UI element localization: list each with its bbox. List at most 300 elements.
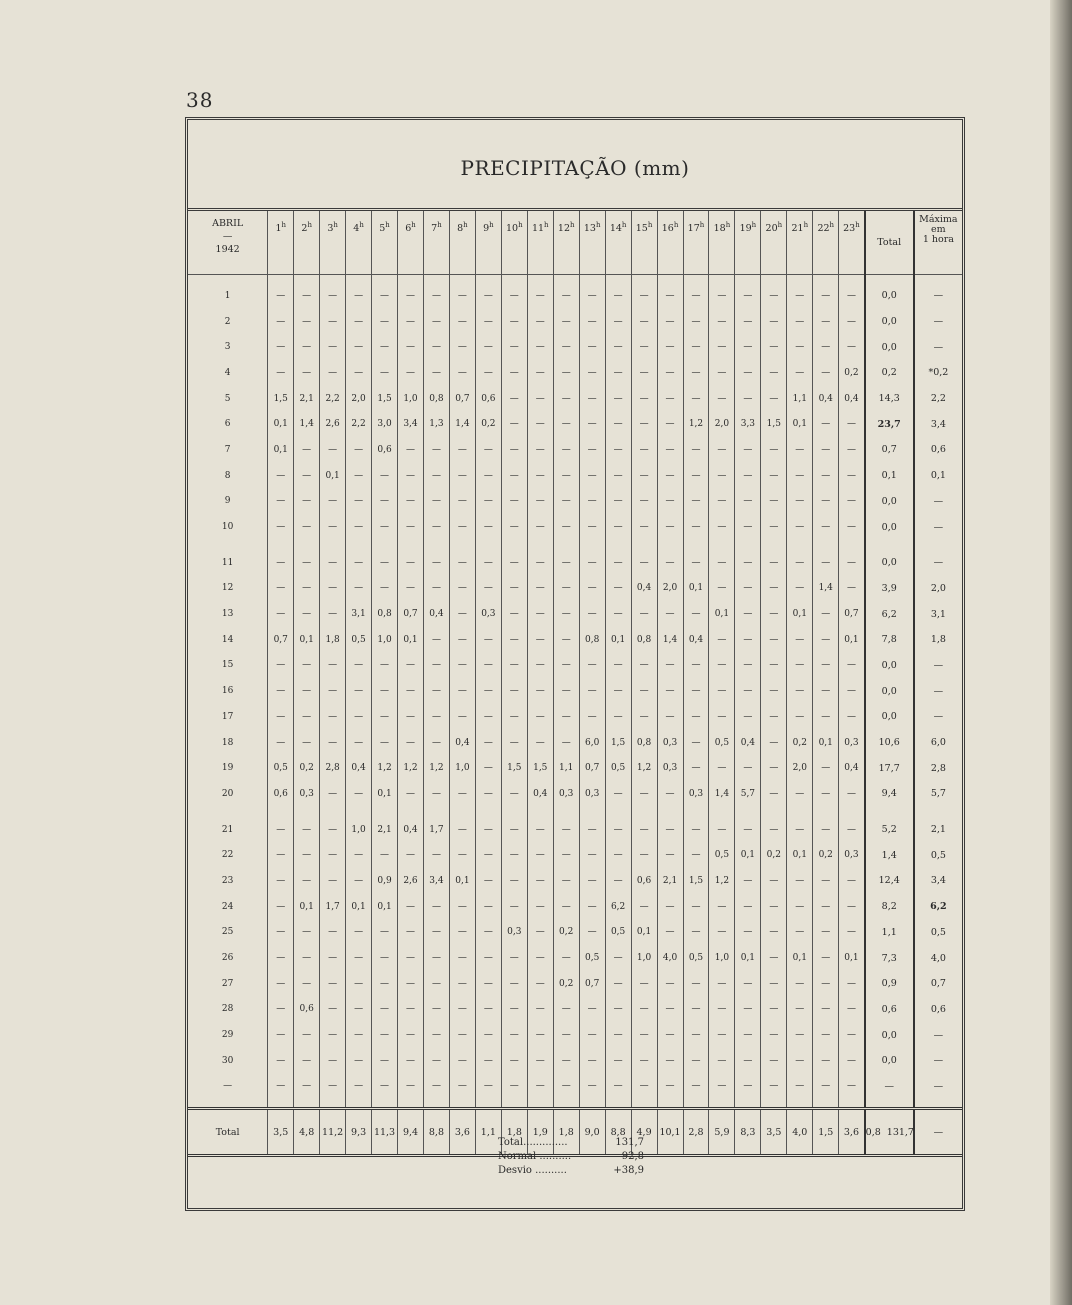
hour-value-cell: — bbox=[605, 550, 631, 576]
hour-value-cell: 3,1 bbox=[346, 601, 372, 627]
hour-value-cell: — bbox=[527, 868, 553, 894]
hour-value-cell: — bbox=[787, 550, 813, 576]
spacer-cell bbox=[501, 275, 527, 284]
spacer-cell bbox=[735, 807, 761, 817]
hour-value-cell: 2,1 bbox=[657, 868, 683, 894]
hour-value-cell: — bbox=[475, 755, 501, 781]
hour-value-cell: — bbox=[527, 894, 553, 920]
hour-number: 18 bbox=[713, 223, 726, 235]
hour-value-cell: 3,4 bbox=[398, 411, 424, 437]
hour-value-cell: — bbox=[813, 1022, 839, 1048]
hour-value-cell: 0,4 bbox=[631, 576, 657, 602]
hour-value-cell: — bbox=[657, 781, 683, 807]
header-hour-18 bbox=[709, 211, 735, 275]
hour-value-cell: 0,7 bbox=[839, 601, 865, 627]
hour-value-cell: — bbox=[839, 1022, 865, 1048]
hour-value-cell: — bbox=[372, 1022, 398, 1048]
summary-value: 131,7 bbox=[615, 1137, 644, 1148]
hour-value-cell: — bbox=[346, 678, 372, 704]
header-hour-22 bbox=[813, 211, 839, 275]
hour-value-cell: — bbox=[553, 334, 579, 360]
table-row bbox=[188, 997, 962, 1023]
table-row bbox=[188, 971, 962, 997]
hour-value-cell: — bbox=[398, 463, 424, 489]
hour-value-cell: — bbox=[631, 971, 657, 997]
hour-value-cell: — bbox=[605, 653, 631, 679]
hour-value-cell: 1,0 bbox=[398, 386, 424, 412]
hour-value-cell: — bbox=[813, 817, 839, 843]
hour-total-cell: 3,6 bbox=[449, 1109, 475, 1156]
hour-value-cell: 0,8 bbox=[631, 627, 657, 653]
hour-value-cell: — bbox=[683, 1022, 709, 1048]
hour-value-cell: — bbox=[839, 997, 865, 1023]
table-row bbox=[188, 283, 962, 309]
hour-value-cell: 2,1 bbox=[372, 817, 398, 843]
spacer-cell bbox=[346, 807, 372, 817]
hour-value-cell: — bbox=[501, 411, 527, 437]
table-row bbox=[188, 1048, 962, 1074]
day-max-cell: 1,8 bbox=[914, 627, 962, 653]
hour-value-cell: — bbox=[839, 334, 865, 360]
hour-value-cell: — bbox=[735, 463, 761, 489]
hour-value-cell: 3,0 bbox=[372, 411, 398, 437]
table-row bbox=[188, 868, 962, 894]
spacer-cell bbox=[631, 807, 657, 817]
hour-value-cell: — bbox=[449, 463, 475, 489]
hour-value-cell: — bbox=[423, 704, 449, 730]
hour-value-cell: — bbox=[787, 334, 813, 360]
hour-value-cell: — bbox=[553, 514, 579, 540]
hour-value-cell: — bbox=[398, 781, 424, 807]
hour-value-cell: — bbox=[320, 842, 346, 868]
hour-value-cell: — bbox=[657, 1048, 683, 1074]
grand-total-cell bbox=[865, 1109, 914, 1156]
hour-value-cell: — bbox=[346, 971, 372, 997]
hour-value-cell: — bbox=[320, 1022, 346, 1048]
header-max-line: 1 hora bbox=[922, 234, 954, 245]
hour-value-cell: — bbox=[813, 550, 839, 576]
hour-value-cell: — bbox=[268, 971, 294, 997]
hour-value-cell: — bbox=[346, 550, 372, 576]
hour-value-cell: 0,5 bbox=[709, 730, 735, 756]
hour-value-cell: — bbox=[423, 1048, 449, 1074]
hour-value-cell: — bbox=[839, 309, 865, 335]
hour-value-cell: 3,3 bbox=[735, 411, 761, 437]
hour-value-cell: — bbox=[709, 576, 735, 602]
day-cell: 13 bbox=[221, 609, 234, 620]
hour-value-cell: — bbox=[268, 842, 294, 868]
hour-value-cell: — bbox=[527, 627, 553, 653]
hour-value-cell: — bbox=[709, 678, 735, 704]
header-hour-15 bbox=[631, 211, 657, 275]
day-total-cell: 0,0 bbox=[865, 309, 914, 335]
hour-value-cell: — bbox=[372, 550, 398, 576]
hour-value-cell: — bbox=[735, 1048, 761, 1074]
hour-value-cell: — bbox=[475, 489, 501, 515]
hour-value-cell: — bbox=[294, 1022, 320, 1048]
hour-value-cell: — bbox=[761, 309, 787, 335]
hour-value-cell: — bbox=[605, 1074, 631, 1100]
spacer-cell bbox=[527, 275, 553, 284]
hour-value-cell: — bbox=[268, 920, 294, 946]
day-cell: 25 bbox=[221, 927, 234, 938]
hour-value-cell: — bbox=[683, 755, 709, 781]
hour-value-cell: 0,3 bbox=[683, 781, 709, 807]
hour-value-cell: — bbox=[735, 653, 761, 679]
hour-value-cell: — bbox=[579, 386, 605, 412]
hour-value-cell: — bbox=[475, 817, 501, 843]
spacer-cell bbox=[787, 275, 813, 284]
hour-number: 21 bbox=[791, 223, 804, 235]
hour-value-cell: — bbox=[657, 386, 683, 412]
hour-value-cell: — bbox=[839, 411, 865, 437]
hour-value-cell: 0,1 bbox=[372, 781, 398, 807]
hour-value-cell: — bbox=[735, 997, 761, 1023]
hour-value-cell: — bbox=[449, 1074, 475, 1100]
hour-value-cell: — bbox=[372, 730, 398, 756]
spacer-cell bbox=[475, 807, 501, 817]
hour-value-cell: — bbox=[501, 334, 527, 360]
hour-value-cell: — bbox=[423, 550, 449, 576]
hour-value-cell: — bbox=[527, 920, 553, 946]
hour-value-cell: — bbox=[320, 576, 346, 602]
hour-value-cell: — bbox=[631, 704, 657, 730]
hour-value-cell: — bbox=[294, 920, 320, 946]
hour-value-cell: — bbox=[787, 627, 813, 653]
day-max-cell: — bbox=[914, 283, 962, 309]
hour-value-cell: — bbox=[423, 997, 449, 1023]
hour-value-cell: — bbox=[398, 894, 424, 920]
hour-value-cell: — bbox=[813, 781, 839, 807]
spacer-cell bbox=[398, 807, 424, 817]
hour-value-cell: — bbox=[268, 1048, 294, 1074]
hour-value-cell: — bbox=[527, 1022, 553, 1048]
hour-value-cell: — bbox=[398, 842, 424, 868]
hour-value-cell: — bbox=[839, 704, 865, 730]
header-max-line: em bbox=[931, 224, 946, 235]
hour-value-cell: — bbox=[346, 920, 372, 946]
hour-value-cell: 0,1 bbox=[605, 627, 631, 653]
day-max-cell: 4,0 bbox=[914, 945, 962, 971]
table-row bbox=[188, 386, 962, 412]
day-total-cell: 0,0 bbox=[865, 678, 914, 704]
spacer-cell bbox=[709, 1099, 735, 1109]
hour-value-cell: 0,1 bbox=[372, 894, 398, 920]
hour-value-cell: — bbox=[709, 283, 735, 309]
hour-suffix: h bbox=[647, 221, 653, 229]
hour-value-cell: — bbox=[294, 730, 320, 756]
hour-value-cell: — bbox=[631, 997, 657, 1023]
hour-value-cell: — bbox=[294, 550, 320, 576]
day-total-cell: 5,2 bbox=[865, 817, 914, 843]
hour-value-cell: — bbox=[372, 945, 398, 971]
hour-value-cell: — bbox=[294, 360, 320, 386]
hour-value-cell: — bbox=[423, 1074, 449, 1100]
spacer-cell bbox=[398, 1099, 424, 1109]
day-max-cell: 0,6 bbox=[914, 997, 962, 1023]
hour-value-cell: — bbox=[605, 463, 631, 489]
hour-value-cell: — bbox=[475, 781, 501, 807]
hour-total-cell: 3,6 bbox=[839, 1109, 865, 1156]
hour-value-cell: — bbox=[553, 437, 579, 463]
hour-value-cell: — bbox=[761, 730, 787, 756]
hour-value-cell: — bbox=[553, 550, 579, 576]
day-cell: 10 bbox=[221, 522, 234, 533]
hour-value-cell: — bbox=[527, 817, 553, 843]
day-cell: 9 bbox=[224, 496, 231, 507]
hour-value-cell: — bbox=[709, 489, 735, 515]
hour-value-cell: — bbox=[631, 309, 657, 335]
day-max-cell: — bbox=[914, 1048, 962, 1074]
hour-value-cell: — bbox=[553, 627, 579, 653]
hour-number: 8 bbox=[457, 223, 464, 235]
day-cell: 17 bbox=[221, 711, 234, 722]
hour-value-cell: — bbox=[553, 997, 579, 1023]
summary-label: Desvio .......... bbox=[498, 1165, 567, 1176]
hour-total-cell: 4,8 bbox=[294, 1109, 320, 1156]
day-total-cell: 7,3 bbox=[865, 945, 914, 971]
hour-value-cell: — bbox=[735, 360, 761, 386]
hour-value-cell: — bbox=[501, 781, 527, 807]
hour-value-cell: — bbox=[268, 894, 294, 920]
day-total-cell: 8,2 bbox=[865, 894, 914, 920]
hour-value-cell: — bbox=[657, 817, 683, 843]
day-total-cell: 0,9 bbox=[865, 971, 914, 997]
hour-value-cell: — bbox=[449, 437, 475, 463]
spacer-cell bbox=[683, 275, 709, 284]
hour-value-cell: — bbox=[475, 920, 501, 946]
hour-value-cell: — bbox=[813, 309, 839, 335]
hour-value-cell: — bbox=[449, 627, 475, 653]
hour-value-cell: — bbox=[631, 894, 657, 920]
spacer-cell bbox=[268, 275, 294, 284]
hour-value-cell: — bbox=[683, 920, 709, 946]
hour-value-cell: — bbox=[735, 678, 761, 704]
hour-value-cell: 0,3 bbox=[553, 781, 579, 807]
hour-value-cell: — bbox=[475, 894, 501, 920]
day-max-cell: — bbox=[914, 489, 962, 515]
spacer-cell bbox=[188, 540, 268, 550]
hour-value-cell: — bbox=[268, 283, 294, 309]
hour-value-cell: — bbox=[579, 411, 605, 437]
hour-value-cell: — bbox=[735, 817, 761, 843]
hour-value-cell: — bbox=[320, 1048, 346, 1074]
hour-value-cell: — bbox=[501, 489, 527, 515]
spacer-cell bbox=[268, 1099, 294, 1109]
day-total-cell: 10,6 bbox=[865, 730, 914, 756]
hour-number: 9 bbox=[483, 223, 490, 235]
table-row bbox=[188, 360, 962, 386]
hour-value-cell: 6,0 bbox=[579, 730, 605, 756]
hour-value-cell: — bbox=[398, 730, 424, 756]
hour-value-cell: — bbox=[346, 334, 372, 360]
hour-value-cell: — bbox=[657, 411, 683, 437]
hour-value-cell: — bbox=[294, 601, 320, 627]
hour-value-cell: — bbox=[631, 678, 657, 704]
hour-value-cell: — bbox=[320, 678, 346, 704]
hour-value-cell: — bbox=[501, 386, 527, 412]
day-total-cell: 0,0 bbox=[865, 704, 914, 730]
hour-value-cell: — bbox=[813, 678, 839, 704]
hour-value-cell: — bbox=[605, 817, 631, 843]
hour-value-cell: — bbox=[735, 334, 761, 360]
spacer-cell bbox=[579, 275, 605, 284]
hour-value-cell: — bbox=[449, 1048, 475, 1074]
hour-value-cell: — bbox=[475, 1048, 501, 1074]
spacer-row bbox=[188, 275, 962, 284]
day-total-cell: 9,4 bbox=[865, 781, 914, 807]
hour-value-cell: 0,1 bbox=[735, 945, 761, 971]
hour-suffix: h bbox=[463, 221, 468, 229]
spacer-cell bbox=[839, 275, 865, 284]
day-total-cell: 0,6 bbox=[865, 997, 914, 1023]
hour-value-cell: 0,1 bbox=[683, 576, 709, 602]
hour-value-cell: 1,4 bbox=[657, 627, 683, 653]
hour-value-cell: — bbox=[553, 945, 579, 971]
hour-value-cell: — bbox=[553, 704, 579, 730]
day-max-cell: 0,1 bbox=[914, 463, 962, 489]
hour-value-cell: — bbox=[449, 781, 475, 807]
hour-value-cell: — bbox=[294, 1048, 320, 1074]
hour-value-cell: — bbox=[320, 437, 346, 463]
spacer-cell bbox=[914, 807, 962, 817]
hour-value-cell: — bbox=[527, 463, 553, 489]
hour-value-cell: — bbox=[761, 601, 787, 627]
hour-value-cell: — bbox=[527, 1074, 553, 1100]
hour-suffix: h bbox=[673, 221, 679, 229]
totals-label: Total bbox=[188, 1109, 268, 1156]
hour-value-cell: — bbox=[553, 894, 579, 920]
day-cell: 6 bbox=[224, 419, 231, 430]
hour-value-cell: — bbox=[683, 997, 709, 1023]
spacer-cell bbox=[320, 540, 346, 550]
hour-value-cell: — bbox=[268, 704, 294, 730]
hour-value-cell: — bbox=[527, 601, 553, 627]
hour-value-cell: — bbox=[839, 971, 865, 997]
hour-value-cell: — bbox=[683, 730, 709, 756]
hour-value-cell: — bbox=[398, 1048, 424, 1074]
hour-value-cell: — bbox=[294, 842, 320, 868]
hour-value-cell: — bbox=[787, 283, 813, 309]
hour-number: 1 bbox=[275, 223, 282, 235]
hour-value-cell: — bbox=[449, 653, 475, 679]
spacer-cell bbox=[372, 1099, 398, 1109]
hour-value-cell: — bbox=[553, 360, 579, 386]
hour-value-cell: — bbox=[527, 971, 553, 997]
hour-value-cell: — bbox=[709, 653, 735, 679]
hour-value-cell: — bbox=[579, 514, 605, 540]
hour-value-cell: — bbox=[294, 1074, 320, 1100]
hour-value-cell: — bbox=[683, 653, 709, 679]
hour-value-cell: — bbox=[527, 309, 553, 335]
day-cell: 30 bbox=[221, 1055, 234, 1066]
hour-value-cell: — bbox=[709, 971, 735, 997]
hour-value-cell: 1,0 bbox=[709, 945, 735, 971]
day-max-cell: 3,4 bbox=[914, 411, 962, 437]
day-total-cell: 0,0 bbox=[865, 1048, 914, 1074]
hour-value-cell: — bbox=[553, 1074, 579, 1100]
hour-value-cell: — bbox=[735, 386, 761, 412]
spacer-cell bbox=[294, 1099, 320, 1109]
hour-value-cell: — bbox=[501, 894, 527, 920]
hour-value-cell: — bbox=[449, 997, 475, 1023]
hour-value-cell: — bbox=[761, 1048, 787, 1074]
hour-value-cell: 0,1 bbox=[813, 730, 839, 756]
day-total-cell: — bbox=[865, 1074, 914, 1100]
hour-number: 12 bbox=[557, 223, 570, 235]
hour-value-cell: — bbox=[657, 1022, 683, 1048]
day-total-cell: 0,2 bbox=[865, 360, 914, 386]
hour-value-cell: — bbox=[605, 437, 631, 463]
hour-value-cell: — bbox=[761, 437, 787, 463]
hour-value-cell: — bbox=[631, 1074, 657, 1100]
hour-value-cell: — bbox=[735, 514, 761, 540]
hour-value-cell: — bbox=[294, 309, 320, 335]
hour-value-cell: — bbox=[372, 463, 398, 489]
hour-value-cell: — bbox=[631, 842, 657, 868]
hour-value-cell: — bbox=[709, 463, 735, 489]
hour-value-cell: — bbox=[346, 1022, 372, 1048]
spacer-cell bbox=[865, 275, 914, 284]
hour-value-cell: 0,5 bbox=[268, 755, 294, 781]
header-hour-7 bbox=[423, 211, 449, 275]
hour-value-cell: — bbox=[605, 971, 631, 997]
hour-value-cell: — bbox=[605, 678, 631, 704]
hour-value-cell: — bbox=[449, 920, 475, 946]
hour-value-cell: — bbox=[346, 489, 372, 515]
header-hour-4 bbox=[346, 211, 372, 275]
hour-value-cell: — bbox=[735, 489, 761, 515]
hour-value-cell: — bbox=[787, 817, 813, 843]
spacer-cell bbox=[527, 540, 553, 550]
spacer-cell bbox=[914, 540, 962, 550]
hour-value-cell: — bbox=[631, 601, 657, 627]
hour-value-cell: 0,1 bbox=[787, 601, 813, 627]
hour-value-cell: — bbox=[527, 360, 553, 386]
hour-value-cell: 0,3 bbox=[839, 730, 865, 756]
hour-value-cell: — bbox=[398, 653, 424, 679]
day-max-cell: 0,7 bbox=[914, 971, 962, 997]
hour-value-cell: — bbox=[839, 817, 865, 843]
hour-total-cell: 1,8 bbox=[553, 1109, 579, 1156]
hour-value-cell: — bbox=[475, 653, 501, 679]
header-hour-13 bbox=[579, 211, 605, 275]
day-total-cell: 3,9 bbox=[865, 576, 914, 602]
hour-value-cell: — bbox=[553, 678, 579, 704]
table-row bbox=[188, 781, 962, 807]
day-cell: 18 bbox=[221, 737, 234, 748]
page-title: PRECIPITAÇÃO (mm) bbox=[460, 156, 690, 180]
hour-value-cell: — bbox=[761, 678, 787, 704]
hour-suffix: h bbox=[803, 221, 809, 229]
hour-value-cell: 0,1 bbox=[787, 842, 813, 868]
hour-value-cell: — bbox=[449, 971, 475, 997]
day-max-cell: 0,5 bbox=[914, 842, 962, 868]
hour-suffix: h bbox=[570, 221, 575, 229]
hour-value-cell: — bbox=[761, 489, 787, 515]
day-total-cell: 14,3 bbox=[865, 386, 914, 412]
header-hour-20 bbox=[761, 211, 787, 275]
hour-value-cell: — bbox=[735, 601, 761, 627]
hour-value-cell: 1,5 bbox=[527, 755, 553, 781]
spacer-cell bbox=[294, 540, 320, 550]
hour-value-cell: — bbox=[423, 360, 449, 386]
hour-value-cell: 0,8 bbox=[579, 627, 605, 653]
hour-value-cell: — bbox=[735, 755, 761, 781]
hour-value-cell: — bbox=[579, 868, 605, 894]
hour-value-cell: — bbox=[735, 868, 761, 894]
hour-value-cell: — bbox=[372, 1074, 398, 1100]
